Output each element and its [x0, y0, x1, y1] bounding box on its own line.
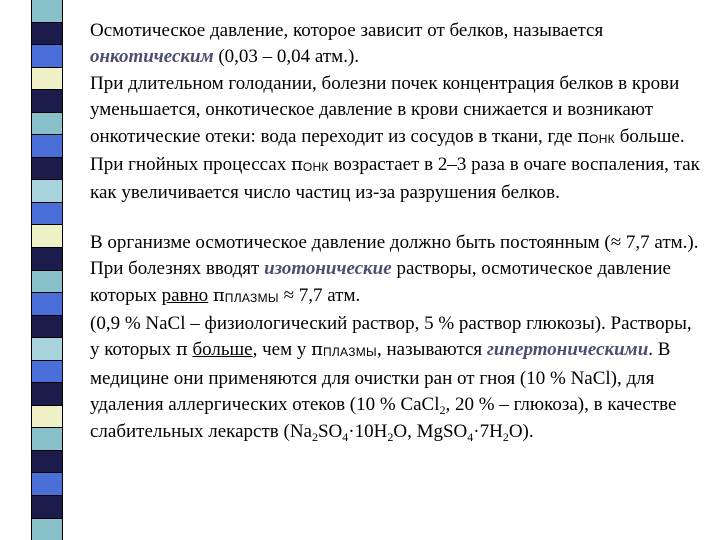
stripe-band — [32, 158, 62, 181]
stripe-band — [32, 23, 62, 46]
stripe-band — [32, 496, 62, 519]
stripe-band — [32, 473, 62, 496]
subscript: 2 — [311, 429, 318, 444]
subscript: 2 — [502, 429, 509, 444]
stripe-band — [32, 383, 62, 406]
subscript: 4 — [342, 429, 349, 444]
stripe-band — [32, 0, 62, 23]
text-span: При длительном голодании, болезни почек концентрация белков в крови уменьшается, онкотическое давление в крови снижается и возникают онкотические отеки: вода переходит из сосудов в ткани, где — [90, 72, 680, 147]
term-isotonic: изотонические — [264, 258, 392, 280]
text-span: , 20 % – глюкоза), в качестве слабительных лекарств (Na — [90, 394, 677, 442]
stripe-band — [32, 338, 62, 361]
pi-symbol: π — [290, 154, 303, 176]
stripe-band — [32, 428, 62, 451]
pi-symbol: π — [175, 339, 188, 361]
text-span: больше. При гнойных процессах — [90, 125, 685, 176]
underlined-greater: больше — [192, 339, 253, 361]
stripe-band — [32, 406, 62, 429]
subscript: 2 — [387, 429, 394, 444]
stripe-band — [32, 203, 62, 226]
text-span: O, MgSO — [393, 420, 468, 442]
stripe-band — [32, 293, 62, 316]
stripe-band — [32, 248, 62, 271]
term-oncotic: онкотическим — [90, 46, 214, 68]
slide-text — [90, 18, 700, 445]
stripe-band — [32, 135, 62, 158]
subscript-plasma: ПЛАЗМЫ — [322, 345, 377, 360]
stripe-band — [32, 90, 62, 113]
text-span: растворы, осмотическое давление которых — [90, 258, 671, 306]
text-span: (0,03 – 0,04 атм.). — [213, 46, 360, 68]
text-span: возрастает в 2–3 раза в очаге воспаления, так как увеличивается число частиц из-за разрушения белков. — [90, 154, 700, 204]
underlined-equal: равно — [161, 284, 209, 306]
paragraph-oncotic-pressure — [90, 18, 700, 207]
subscript-onk: ОНК — [302, 160, 329, 175]
subscript: 4 — [467, 429, 474, 444]
pi-symbol: π — [311, 339, 323, 361]
text-span: , называются — [376, 339, 487, 361]
text-span: SO — [317, 420, 343, 442]
text-span: ·7H — [473, 420, 503, 442]
text-span: ·10H — [348, 420, 388, 442]
pi-symbol: π — [212, 284, 225, 306]
text-span: ≈ 7,7 атм. — [278, 284, 361, 306]
subscript: 2 — [439, 403, 446, 418]
stripe-band — [32, 68, 62, 91]
stripe-band — [32, 361, 62, 384]
subscript-plasma: ПЛАЗМЫ — [224, 290, 279, 305]
text-span: (0,9 % NaCl – физиологический раствор, 5 % раствор глюкозы). Растворы, у которых — [90, 313, 692, 361]
text-span: , чем у — [252, 339, 312, 361]
text-span: O). — [508, 420, 534, 442]
decorative-stripe — [31, 0, 63, 540]
text-span: В организме осмотическое давление должно быть постоянным (≈ 7,7 атм.). При болезнях вводят — [90, 231, 699, 280]
stripe-band — [32, 451, 62, 474]
stripe-band — [32, 519, 62, 540]
stripe-band — [32, 271, 62, 294]
paragraph-isotonic-solutions — [90, 230, 700, 445]
subscript-onk: ОНК — [589, 131, 615, 146]
stripe-band — [32, 113, 62, 136]
stripe-band — [32, 180, 62, 203]
text-span: Осмотическое давление, которое зависит от белков, называется — [90, 20, 604, 41]
term-hypertonic: гипертоническими — [486, 339, 649, 361]
stripe-band — [32, 316, 62, 339]
stripe-band — [32, 45, 62, 68]
text-span: . В медицине они применяются для очистки ран от гноя (10 % NaCl), для удаления аллергических отеков (10 % CaCl — [90, 339, 671, 416]
stripe-band — [32, 225, 62, 248]
pi-symbol: π — [577, 125, 590, 147]
